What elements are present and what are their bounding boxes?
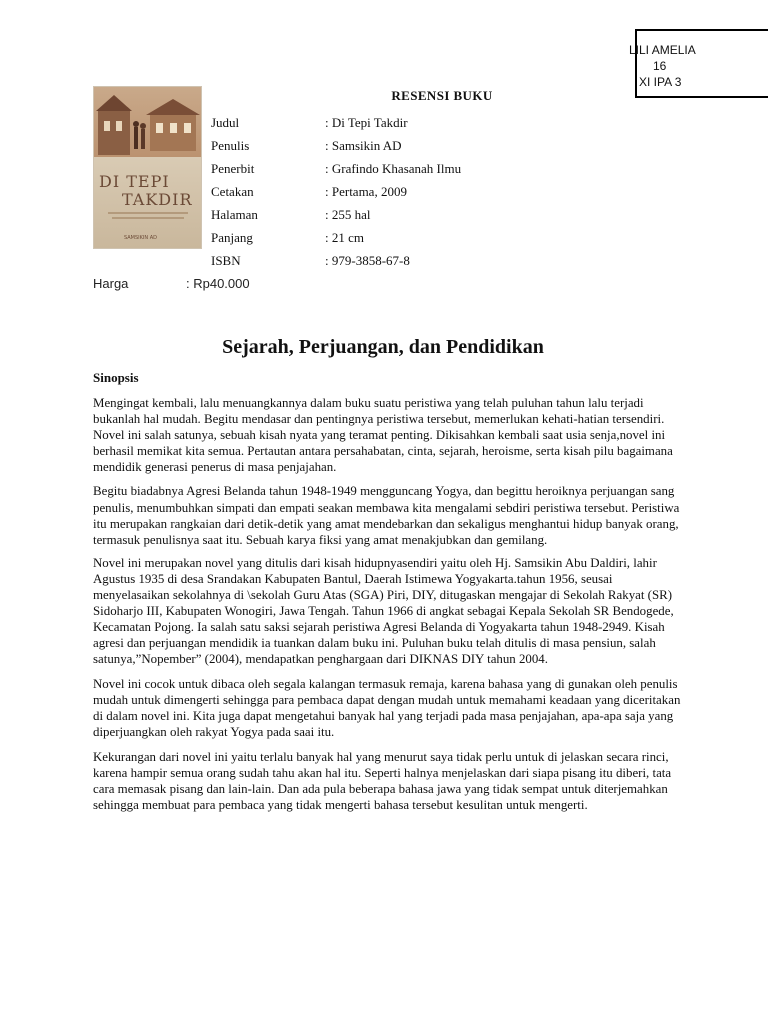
student-name: LILI AMELIA	[629, 43, 696, 57]
book-cover-image	[93, 86, 202, 249]
price-value: : Rp40.000	[186, 276, 250, 291]
student-number: 16	[653, 59, 667, 73]
info-label: Judul	[211, 115, 240, 130]
price-label: Harga	[93, 276, 129, 291]
paragraph: Mengingat kembali, lalu menuangkannya dalam buku suatu peristiwa yang telah puluhan tahun lalu terjadi bukanlah hal mudah. Begitu mendasar dan pentingnya peristiwa tersebut, memerlukan kehati-hatian tersendiri. Novel ini salah satunya, sebuah kisah nyata yang teramat penting. Dikisahkan kembali saat usia senja,novel ini berhasil memikat kita semua. Pertautan antara persahabatan, cinta, sejarah, heroisme, serta kisah pilu bagaimana mendidik generasi penerus di masa penjajahan.	[93, 396, 673, 475]
info-value: : Pertama, 2009	[325, 184, 407, 199]
document-title: RESENSI BUKU	[391, 88, 493, 103]
info-value: : Grafindo Khasanah Ilmu	[325, 161, 462, 176]
info-value: : 21 cm	[325, 230, 364, 245]
info-label: Penulis	[211, 138, 250, 153]
info-label: Panjang	[211, 230, 253, 245]
sinopsis-label: Sinopsis	[93, 370, 139, 385]
info-value: : Di Tepi Takdir	[325, 115, 408, 130]
cover-author: SAMSIKIN AD	[124, 235, 158, 241]
paragraph: Begitu biadabnya Agresi Belanda tahun 1948-1949 mengguncang Yogya, dan begittu heroiknya perjuangan sang penulis, menumbuhkan simpati dan empati seakan membawa kita mengalami sebdiri peristiwa tersebut. Peristiwa itu merupakan rangkaian dari detik-detik yang amat mendebarkan dan sekaligus menghantui hidup banyak orang, termasuk penulisnya saat itu. Sebuah karya fiksi yang amat menakjubkan dan gemilang.	[93, 484, 680, 547]
cover-title-line1: DI TEPI	[99, 172, 170, 191]
info-label: Halaman	[211, 207, 258, 222]
info-label: Penerbit	[211, 161, 255, 176]
review-body	[93, 395, 683, 821]
info-label: Cetakan	[211, 184, 254, 199]
review-heading: Sejarah, Perjuangan, dan Pendidikan	[222, 336, 544, 358]
cover-title-line2: TAKDIR	[122, 190, 193, 209]
paragraph: Kekurangan dari novel ini yaitu terlalu banyak hal yang menurut saya tidak perlu untuk di jelaskan secara rinci, karena hampir semua orang sudah tahu akan hal itu. Seperti halnya menjelaskan dari siapa pisang itu diberi, tata cara memasak pisang dan lain-lain. Dan ada pula beberapa bahasa jawa yang tidak sempat untuk diterjemahkan sehingga membuat para pembaca yang tidak mengerti bahasa tersebut kesulitan untuk mengerti.	[93, 749, 672, 813]
student-class: XI IPA 3	[639, 75, 682, 89]
paragraph: Novel ini merupakan novel yang ditulis dari kisah hidupnyasendiri yaitu oleh Hj. Samsikin Abu Daldiri, lahir Agustus 1935 di desa Srandakan Kabupaten Bantul, Daerah Istimewa Yogyakarta.tahun 1956, seusai menyelasaikan sekolahnya di \sekolah Guru Atas (SGA) Piri, DIY, ditugaskan mengajar di Sekolah Rakyat (SR) Sidoharjo III, Kabupaten Wonogiri, Jawa Tengah. Tahun 1966 di angkat sebagai Kepala Sekolah SR Bendogede, Kecamatan Pojong. Ia salah satu saksi sejarah peristiwa Agresi Belanda di Yogyakarta tahun 1948-2949. Kisah agresi dan perjuangan mendidik ia tuankan dalam buku ini. Puluhan buku telah ditulis di masa pensiun, salah satunya,”Nopember” (2004), mendapatkan penghargaan dari DIKNAS DIY tahun 2004.	[93, 555, 674, 667]
info-value: : Samsikin AD	[325, 138, 402, 153]
info-label: ISBN	[211, 253, 241, 268]
info-value: : 255 hal	[325, 207, 371, 222]
info-value: : 979-3858-67-8	[325, 253, 410, 268]
price-row	[93, 276, 250, 291]
paragraph: Novel ini cocok untuk dibaca oleh segala kalangan termasuk remaja, karena bahasa yang di gunakan oleh penulis mudah untuk dimengerti sehingga para pembaca dapat dengan mudah untuk memahami keadaan yang diceritakan di dalam novel ini. Kita juga dapat mengetahui banyak hal yang terjadi pada masa penjajahan, apa-apa saja yang diperjuangkan oleh rakyat Yogya pada saai itu.	[93, 676, 681, 739]
